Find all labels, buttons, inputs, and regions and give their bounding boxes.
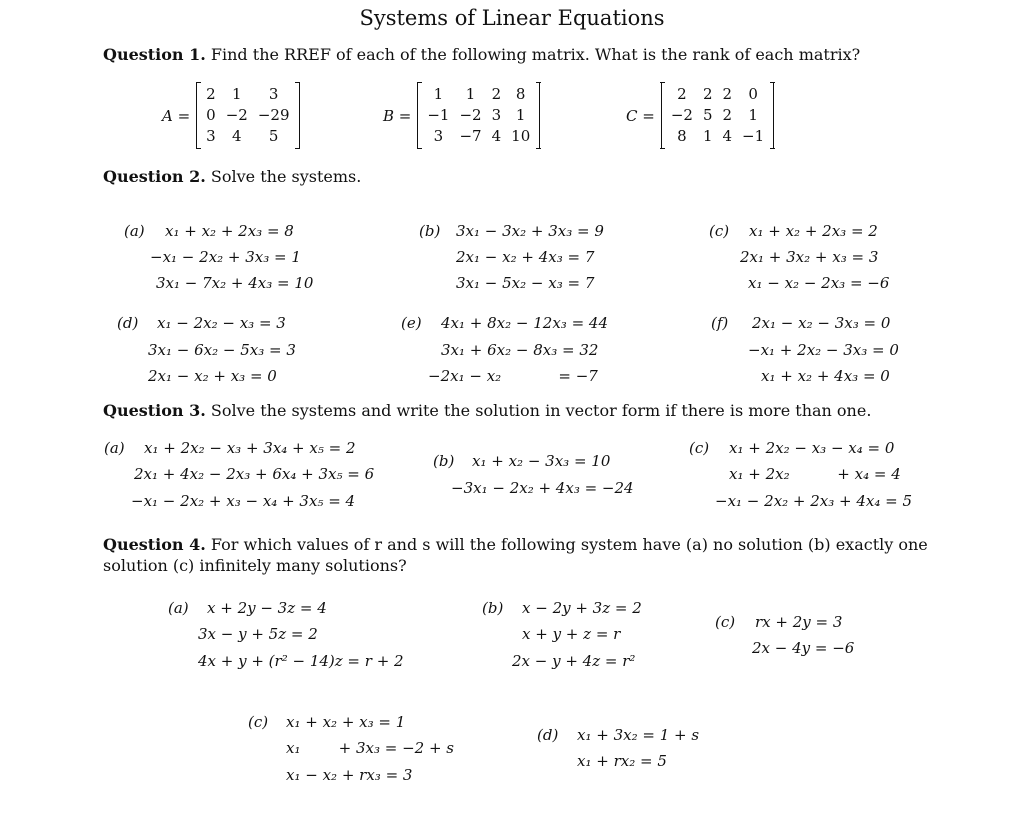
q4-c2-eq1: x₁ + x₂ + x₃ = 1 [286,713,406,731]
matrix-b [383,83,540,148]
question-3-text: Solve the systems and write the solution in vector form if there is more than one. [210,401,872,420]
q2-d-label: (d) [117,314,139,332]
q2-a-eq3: 3x₁ − 7x₂ + 4x₃ = 10 [156,274,314,292]
q4-c2-label: (c) [248,713,269,731]
q4-a-eq1: x + 2y − 3z = 4 [207,599,327,617]
q2-f-label: (f) [711,314,729,332]
q2-e-eq1: 4x₁ + 8x₂ − 12x₃ = 44 [441,314,608,332]
q4-c2-eq2: x₁ + 3x₃ = −2 + s [286,739,454,757]
q3-c-eq2: x₁ + 2x₂ + x₄ = 4 [729,465,901,483]
matrix-c [626,83,774,148]
q4-b-eq2: x + y + z = r [522,625,621,643]
q4-b-label: (b) [482,599,504,617]
q4-c2-eq3: x₁ − x₂ + rx₃ = 3 [286,766,413,784]
question-1-label: Question 1. [103,45,206,64]
question-4-heading [103,535,928,554]
q4-d-eq1: x₁ + 3x₂ = 1 + s [577,726,700,744]
question-2-text: Solve the systems. [210,167,362,186]
question-1-heading [103,45,860,64]
q3-c-eq3: −x₁ − 2x₂ + 2x₃ + 4x₄ = 5 [715,492,913,510]
q2-d-eq2: 3x₁ − 6x₂ − 5x₃ = 3 [148,341,296,359]
q2-c-eq1: x₁ + x₂ + 2x₃ = 2 [749,222,878,240]
q2-c-label: (c) [709,222,730,240]
q4-a-label: (a) [168,599,189,617]
question-3-heading [103,401,871,420]
question-4-text-line2: solution (c) infinitely many solutions? [103,556,407,575]
q2-b-label: (b) [419,222,441,240]
question-4-text-line1: For which values of r and s will the following system have (a) no solution (b) exactly one [210,535,928,554]
q3-a-eq2: 2x₁ + 4x₂ − 2x₃ + 6x₄ + 3x₅ = 6 [134,465,375,483]
question-3-label: Question 3. [103,401,206,420]
q4-d-eq2: x₁ + rx₂ = 5 [577,752,667,770]
matrix-b-table: 1 1 2 8 −1 −2 3 1 3 −7 4 10 [427,85,531,145]
q4-c-eq2: 2x − 4y = −6 [752,639,855,657]
q3-a-label: (a) [104,439,125,457]
q3-c-eq1: x₁ + 2x₂ − x₃ − x₄ = 0 [729,439,895,457]
q2-d-eq1: x₁ − 2x₂ − x₃ = 3 [157,314,286,332]
q2-c-eq2: 2x₁ + 3x₂ + x₃ = 3 [740,248,879,266]
q2-b-eq2: 2x₁ − x₂ + 4x₃ = 7 [456,248,595,266]
q4-a-eq2: 3x − y + 5z = 2 [198,625,318,643]
q3-b-label: (b) [433,452,455,470]
q3-a-eq3: −x₁ − 2x₂ + x₃ − x₄ + 3x₅ = 4 [131,492,356,510]
matrix-c-table: 2 2 2 0 −2 5 2 1 8 1 4 −1 [670,85,765,145]
q2-e-eq2: 3x₁ + 6x₂ − 8x₃ = 32 [441,341,599,359]
q2-f-eq1: 2x₁ − x₂ − 3x₃ = 0 [752,314,891,332]
matrix-a [162,83,300,148]
question-2-heading [103,167,361,186]
q2-a-eq2: −x₁ − 2x₂ + 3x₃ = 1 [150,248,301,266]
q2-b-eq1: 3x₁ − 3x₂ + 3x₃ = 9 [456,222,604,240]
q3-c-label: (c) [689,439,710,457]
q4-c-label: (c) [715,613,736,631]
q4-b-eq1: x − 2y + 3z = 2 [522,599,642,617]
q2-f-eq2: −x₁ + 2x₂ − 3x₃ = 0 [748,341,899,359]
q2-f-eq3: x₁ + x₂ + 4x₃ = 0 [761,367,890,385]
matrix-c-name: C = [626,106,655,125]
page-title: Systems of Linear Equations [359,6,665,30]
matrix-b-name: B = [383,106,412,125]
q4-d-label: (d) [537,726,559,744]
q2-d-eq3: 2x₁ − x₂ + x₃ = 0 [148,367,277,385]
question-1-text: Find the RREF of each of the following matrix. What is the rank of each matrix? [210,45,861,64]
matrix-a-name: A = [162,106,191,125]
q3-b-eq2: −3x₁ − 2x₂ + 4x₃ = −24 [451,479,634,497]
q3-a-eq1: x₁ + 2x₂ − x₃ + 3x₄ + x₅ = 2 [144,439,356,457]
q2-c-eq3: x₁ − x₂ − 2x₃ = −6 [748,274,890,292]
q2-e-eq3: −2x₁ − x₂ = −7 [428,367,598,385]
q4-c-eq1: rx + 2y = 3 [755,613,843,631]
q3-b-eq1: x₁ + x₂ − 3x₃ = 10 [472,452,611,470]
question-4-label: Question 4. [103,535,206,554]
matrix-a-table: 2 1 3 0 −2 −29 3 4 5 [206,85,290,145]
q2-a-label: (a) [124,222,145,240]
q2-b-eq3: 3x₁ − 5x₂ − x₃ = 7 [456,274,595,292]
q2-e-label: (e) [401,314,422,332]
question-2-label: Question 2. [103,167,206,186]
q4-a-eq3: 4x + y + (r² − 14)z = r + 2 [198,652,404,670]
q2-a-eq1: x₁ + x₂ + 2x₃ = 8 [165,222,294,240]
q4-b-eq3: 2x − y + 4z = r² [512,652,636,670]
